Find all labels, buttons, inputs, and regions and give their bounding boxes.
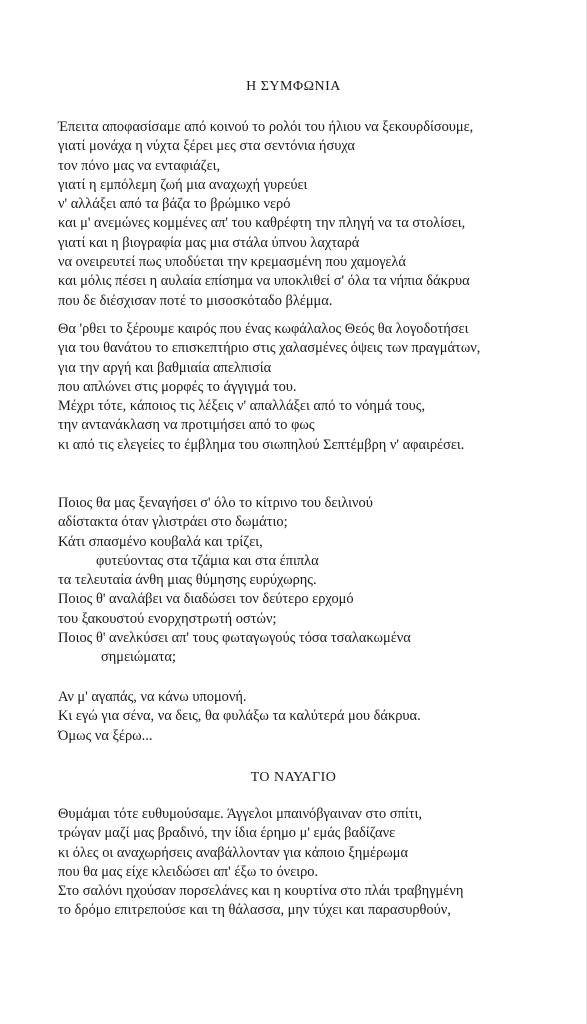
poem-line: Αν μ' αγαπάς, να κάνω υπομονή. (58, 689, 247, 705)
poem-line: Στο σαλόνι ηχούσαν πορσελάνες και η κουρτίνα στο πλάι τραβηγμένη (58, 883, 464, 900)
poem-line: κι από τις ελεγείες το έμβλημα του σιωπηλού Σεπτέμβρη ν' αφαιρέσει. (58, 436, 465, 453)
poem-line: Έπειτα αποφασίσαμε από κοινού το ρολόι του ήλιου να ξεκουρδίσουμε, (58, 119, 474, 135)
poem-line: Ποιος θ' ανελκύσει απ' τους φωταγωγούς τόσα τσαλακωμένα (58, 630, 411, 647)
poem-line: ν' αλλάξει από τα βάζα το βρώμικο νερό (58, 196, 291, 213)
poem-line: Κι εγώ για σένα, να δεις, θα φυλάξω τα καλύτερά μου δάκρυα. (58, 708, 421, 725)
poem-line: και μόλις πέσει η αυλαία επίσημα να υποκλιθεί σ' όλα τα νήπια δάκρυα (58, 273, 470, 290)
poem-line: κι όλες οι αναχωρήσεις αναβάλλονταν για κάποιο ξημέρωμα (58, 844, 408, 861)
poem-line: τρώγαν μαζί μας βραδινό, την ίδια έρημο μ' εμάς βαδίζανε (58, 825, 396, 842)
poem-line: που δε διέσχισαν ποτέ το μισοσκόταδο βλέμμα. (58, 292, 333, 309)
poem-line: Όμως να ξέρω... (58, 727, 153, 744)
poem-line: που θα μας είχε κλειδώσει απ' έξω το όνειρο. (58, 863, 319, 880)
poem-stanza (58, 118, 583, 311)
poem-title: ΤΟ ΝΑΥΑΓΙΟ (250, 770, 337, 785)
poem-line: το δρόμο επιτρεπούσε και τη θάλασσα, μην τύχει και παρασυρθούν, (58, 902, 451, 919)
poem-line: για την αργή και βαθμιαία απελπισία (58, 359, 272, 376)
poem-line: αδίστακτα όταν γλιστράει στο δωμάτιο; (58, 514, 288, 531)
poem-line: Ποιος θ' αναλάβει να διαδώσει τον δεύτερο ερχομό (58, 591, 354, 608)
poem-line: σημειώματα; (101, 649, 176, 666)
poem-line: γιατί μονάχα η νύχτα ξέρει μες στα σεντόνια ήσυχα (58, 138, 355, 155)
poem-line: Μέχρι τότε, κάποιος τις λέξεις ν' απαλλάξει από το νόημά τους, (58, 398, 426, 415)
poem-line: για του θανάτου το επισκεπτήριο στις χαλασμένες όψεις των πραγμάτων, (58, 340, 481, 357)
poem-line: την αντανάκλαση να προτιμήσει από το φως (58, 417, 315, 434)
poem-line: και μ' ανεμώνες κομμένες απ' του καθρέφτη την πληγή να τα στολίσει, (58, 215, 466, 232)
poem-line: Κάτι σπασμένο κουβαλά και τρίζει, (58, 533, 263, 550)
poem-line: που απλώνει στις μορφές το άγγιγμά του. (58, 378, 297, 395)
poem-line: Θυμάμαι τότε ευθυμούσαμε. Άγγελοι μπαινόβγαιναν στο σπίτι, (58, 806, 422, 822)
poem-title: Η ΣΥΜΦΩΝΙΑ (246, 79, 341, 94)
poem-line: του ξακουστού ενορχηστρωτή οστών; (58, 610, 277, 627)
poem-line: γιατί η εμπόλεμη ζωή μια αναχωχή γυρεύει (58, 176, 308, 193)
poem-stanza (58, 494, 583, 668)
poem-line: Ποιος θα μας ξεναγήσει σ' όλο το κίτρινο του δειλινού (58, 495, 373, 511)
poem-line: να ονειρευτεί πως υποδύεται την κρεμασμένη που χαμογελά (58, 254, 406, 271)
poem-stanza (58, 805, 583, 921)
poem-stanza (58, 688, 583, 746)
poem-line: γιατί και η βιογραφία μας μια στάλα ύπνου λαχταρά (58, 234, 360, 251)
poem-stanza (58, 320, 583, 455)
poem-line: Θα 'ρθει το ξέρουμε καιρός που ένας κωφάλαλος Θεός θα λογοδοτήσει (58, 321, 469, 337)
poem-line: φυτεύοντας στα τζάμια και στα έπιπλα (96, 552, 319, 569)
poem-line: τον πόνο μας να ενταφιάζει, (58, 157, 221, 174)
poem-line: τα τελευταία άνθη μιας θύμησης ευρύχωρης. (58, 572, 317, 589)
